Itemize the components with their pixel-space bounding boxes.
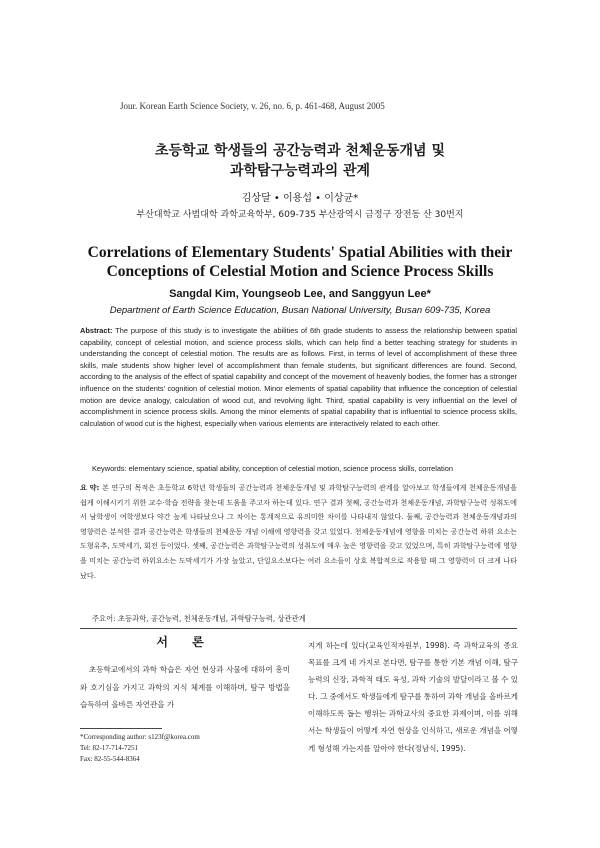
keywords-text: elementary science, spatial ability, conception of celestial motion, science process skills, correlation bbox=[128, 464, 453, 473]
korean-authors: 김상달 • 이용섭 • 이상균* bbox=[241, 193, 359, 204]
korean-keywords-label: 주요어: bbox=[92, 614, 116, 623]
footnote-tel: Tel: 82-17-714-7251 bbox=[80, 744, 139, 752]
korean-title-line-1: 초등학교 학생들의 공간능력과 천체운동개념 및 bbox=[155, 143, 445, 159]
footnote-corresponding-author: *Corresponding author: s123f@korea.com bbox=[80, 733, 200, 741]
abstract-label: Abstract: bbox=[80, 326, 113, 335]
english-affiliation: Department of Earth Science Education, Busan National University, Busan 609-735, Korea bbox=[109, 305, 491, 316]
korean-title-line-2: 과학탐구능력과의 관계 bbox=[229, 163, 371, 179]
korean-keywords-text: 초등과학, 공간능력, 천체운동개념, 과학탐구능력, 상관관계 bbox=[117, 614, 306, 623]
korean-abstract-text: 본 연구의 목적은 초등학교 6학년 학생들의 공간능력과 천체운동개념 및 과학탐구능력의 관계를 알아보고 학생들에게 천체운동개념을 쉽게 이해시키기 위한 교수·학습 전략을 찾는데 도움을 주고자 하는데 있다. 연구 결과 첫째, 공간능력과 천체운동개념, 과학탐구능력 성취도에서 남학생이 여학생보다 약간 높게 나타났으나 그 차이는 통계적으로 유의미한 차이를 나타내지 않았다. 둘째, 공간능력과 천체운동개념과의 영향력은 분석한 결과 공간능력은 학생들의 천체운동 개념 이해에 영향력을 갖고 있었다. 천체운동개념에 영향을 미치는 공간능력 하위 요소는 도형유추, 도막세기, 회전 등이었다. 셋째, 공간능력은 과학탐구능력의 성취도에 매우 높은 영향력을 갖고 있었으며, 특히 과학탐구능력에 영향을 미치는 공간능력 하위요소는 도막세기가 가장 높았고, 단일요소보다는 여러 요소들이 상호 복합적으로 작용할 때 그 영향력이 더 크게 나타났다. bbox=[80, 483, 517, 580]
korean-abstract-label: 요 약: bbox=[80, 483, 100, 492]
english-authors: Sangdal Kim, Youngseob Lee, and Sanggyun Lee* bbox=[169, 288, 431, 300]
section-heading-introduction: 서 론 bbox=[156, 635, 214, 649]
english-title-line-2: Conceptions of Celestial Motion and Science Process Skills bbox=[106, 263, 494, 280]
introduction-left-column: 초등학교에서의 과학 학습은 자연 현상과 사물에 대하여 흥미와 호기심을 가지고 과학의 지식 체계를 이해하며, 탐구 방법을 습득하여 올바른 자연관을 가 bbox=[80, 665, 290, 709]
korean-keywords bbox=[92, 614, 517, 624]
journal-reference: Jour. Korean Earth Science Society, v. 26, no. 6, p. 461-468, August 2005 bbox=[120, 101, 385, 111]
introduction-right-column: 지게 하는데 있다(교육인적자원부, 1998). 즉 과학교육의 종요 목표를 크게 네 가지로 본다면, 탐구를 통한 기본 개념 이해, 탐구능력의 신장, 과학적 태도 육성, 과학 기술의 발달이라고 볼 수 있다. 그 중에서도 학생들에게 탐구를 통하여 과학 개념을 올바르게 이해하도록 돕는 행위는 과학교사의 중요한 과제이며, 이를 위해서는 학생들이 어떻게 자연 현상을 인식하고, 새로운 개념을 어떻게 형성해 가는지를 알아야 한다(정남식, 1995). bbox=[308, 641, 518, 753]
section-divider bbox=[80, 628, 517, 629]
footnote-divider bbox=[80, 728, 162, 729]
english-title-line-1: Correlations of Elementary Students' Spatial Abilities with their bbox=[87, 244, 513, 261]
abstract-text: The purpose of this study is to investigate the abilities of 6th grade students to assess the relationship between spatial capability, concept of celestial motion, and science process skills, which can help find a better teaching strategy for students in understanding the concept of celestial motion. The results are as follows. First, in terms of level of accomplishment of these three skills, male students show higher level of accomplishment than female students, but significant differences are found. Second, according to the analysis of the effect of spatial capability and concept of the movement of heavenly bodies, the former has a stronger influence on the students' cognition of celestial motion. Minor elements of spatial capability that influence the conception of celestial motion are device analogy, calculation of wood cut, and revolving light. Third, spatial capability is very influential on the level of accomplishment in science process skills. Among the minor elements of spatial capability that is influential to science process skills, calculation of wood cut is the highest, especially when various elements are interactively related to each other. bbox=[80, 326, 518, 428]
keywords-label: Keywords: bbox=[92, 464, 127, 473]
english-keywords bbox=[92, 463, 517, 474]
english-abstract bbox=[80, 325, 517, 429]
footnote-fax: Fax: 82-55-544-8364 bbox=[80, 755, 140, 763]
korean-abstract bbox=[80, 481, 517, 583]
korean-affiliation: 부산대학교 사범대학 과학교육학부, 609-735 부산광역시 금정구 장전동 산 30번지 bbox=[136, 210, 464, 220]
